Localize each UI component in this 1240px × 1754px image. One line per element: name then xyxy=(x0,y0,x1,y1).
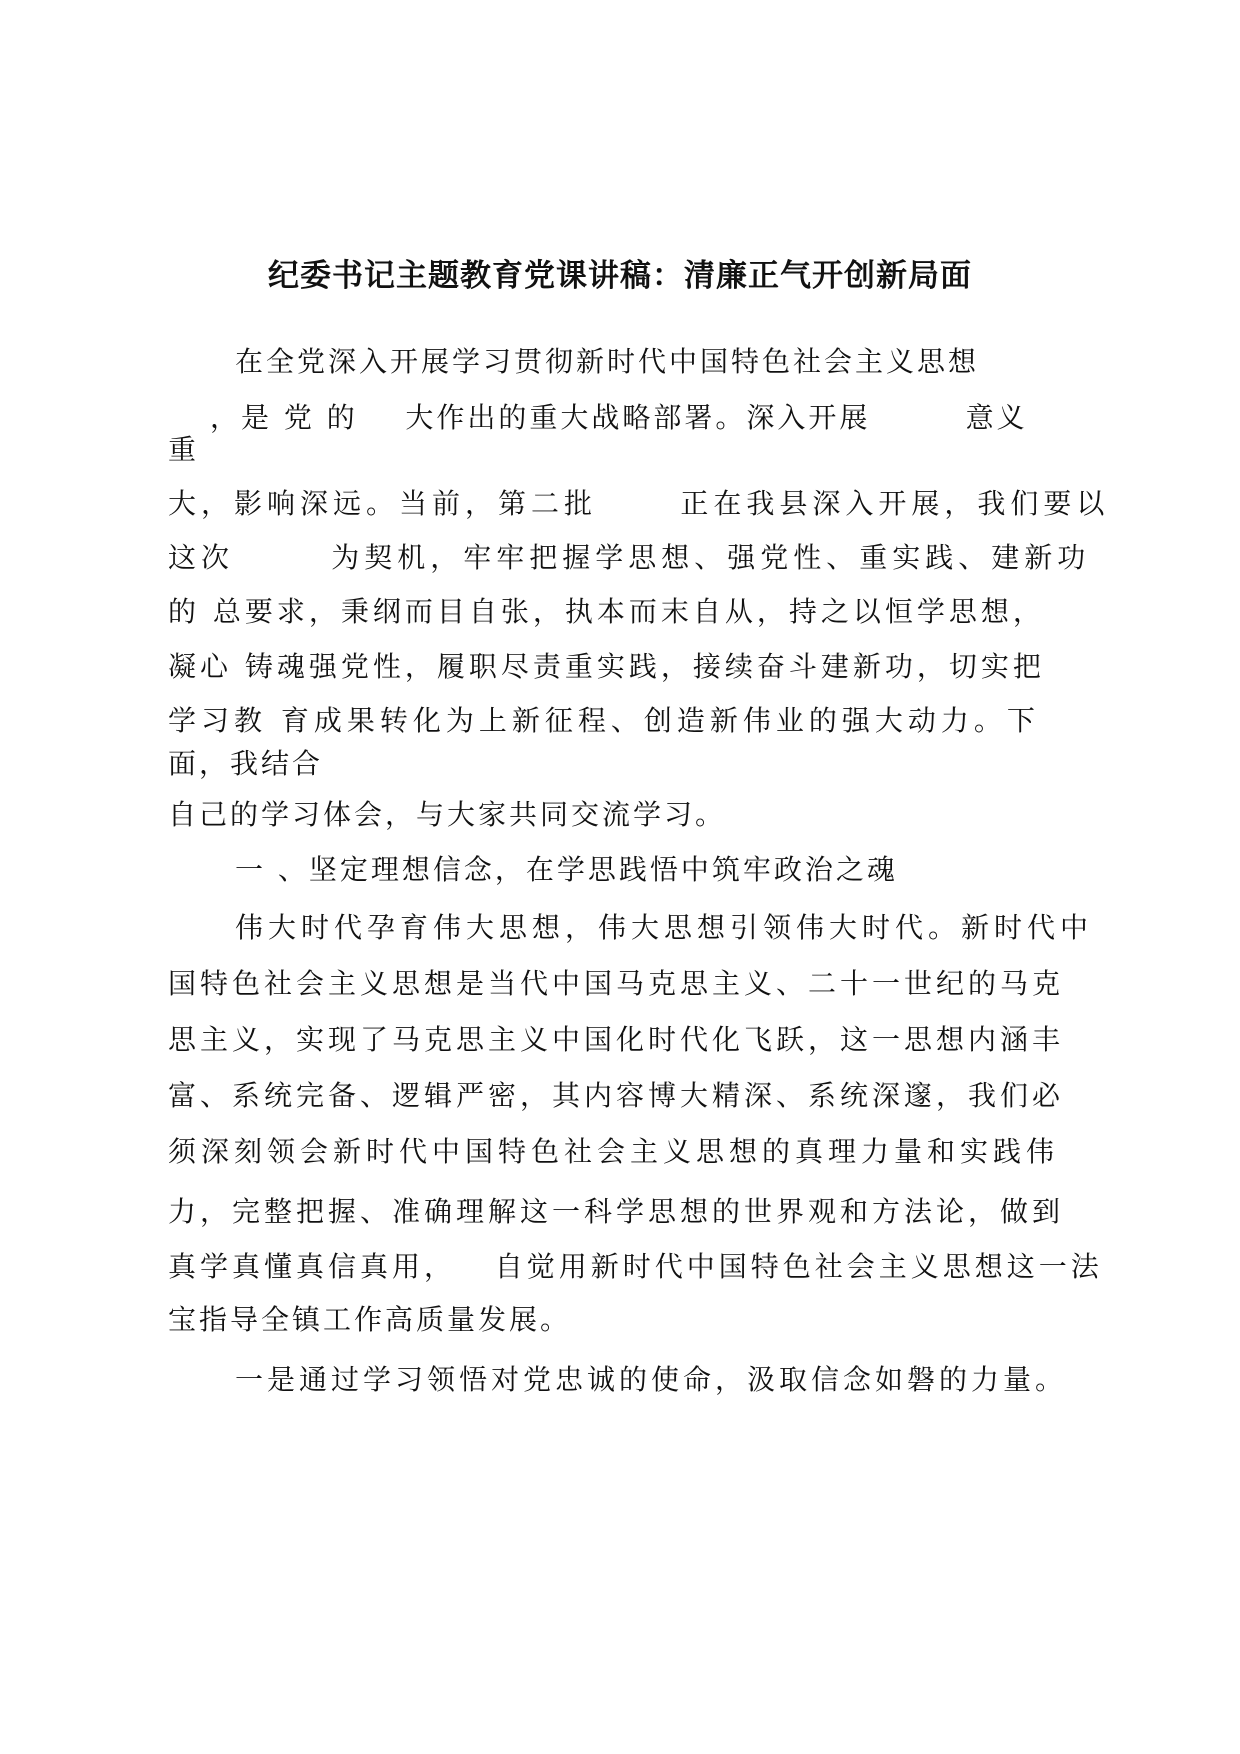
paragraph-line: 凝心 铸魂强党性，履职尽责重实践，接续奋斗建新功，切实把 xyxy=(168,650,1045,683)
paragraph-line: 富、系统完备、逻辑严密，其内容博大精深、系统深邃，我们必 xyxy=(168,1079,1065,1112)
paragraph-line: ，是 党 的 大作出的重大战略部署。深入开展 意义 xyxy=(210,401,1028,434)
paragraph-line: 重 xyxy=(168,433,200,466)
paragraph-line: 一是通过学习领悟对党忠诚的使命，汲取信念如磐的力量。 xyxy=(235,1363,1068,1396)
paragraph-line: 自己的学习体会，与大家共同交流学习。 xyxy=(168,798,727,831)
paragraph-line: 力，完整把握、准确理解这一科学思想的世界观和方法论，做到 xyxy=(168,1195,1065,1228)
section-heading: 一 、坚定理想信念，在学思践悟中筑牢政治之魂 xyxy=(235,853,898,886)
paragraph-line: 在全党深入开展学习贯彻新时代中国特色社会主义思想 xyxy=(235,345,980,378)
paragraph-line: 真学真懂真信真用， 自觉用新时代中国特色社会主义思想这一法 xyxy=(168,1250,1103,1283)
paragraph-line: 国特色社会主义思想是当代中国马克思主义、二十一世纪的马克 xyxy=(168,967,1065,1000)
paragraph-line: 伟大时代孕育伟大思想，伟大思想引领伟大时代。新时代中 xyxy=(235,911,1094,944)
paragraph-line: 大，影响深远。当前，第二批 正在我县深入开展，我们要以 xyxy=(168,487,1110,520)
paragraph-line: 思主义，实现了马克思主义中国化时代化飞跃，这一思想内涵丰 xyxy=(168,1023,1065,1056)
paragraph-line: 的 总要求，秉纲而目自张，执本而末自从，持之以恒学思想， xyxy=(168,595,1045,628)
paragraph-line: 须深刻领会新时代中国特色社会主义思想的真理力量和实践伟 xyxy=(168,1135,1060,1168)
paragraph-line: 这次 为契机，牢牢把握学思想、强党性、重实践、建新功 xyxy=(168,541,1091,574)
document-title: 纪委书记主题教育党课讲稿：清廉正气开创新局面 xyxy=(268,258,972,294)
paragraph-line: 学习教 育成果转化为上新征程、创造新伟业的强大动力。下 xyxy=(168,704,1040,737)
paragraph-line: 宝指导全镇工作高质量发展。 xyxy=(168,1303,572,1336)
paragraph-line: 面，我结合 xyxy=(168,747,324,780)
